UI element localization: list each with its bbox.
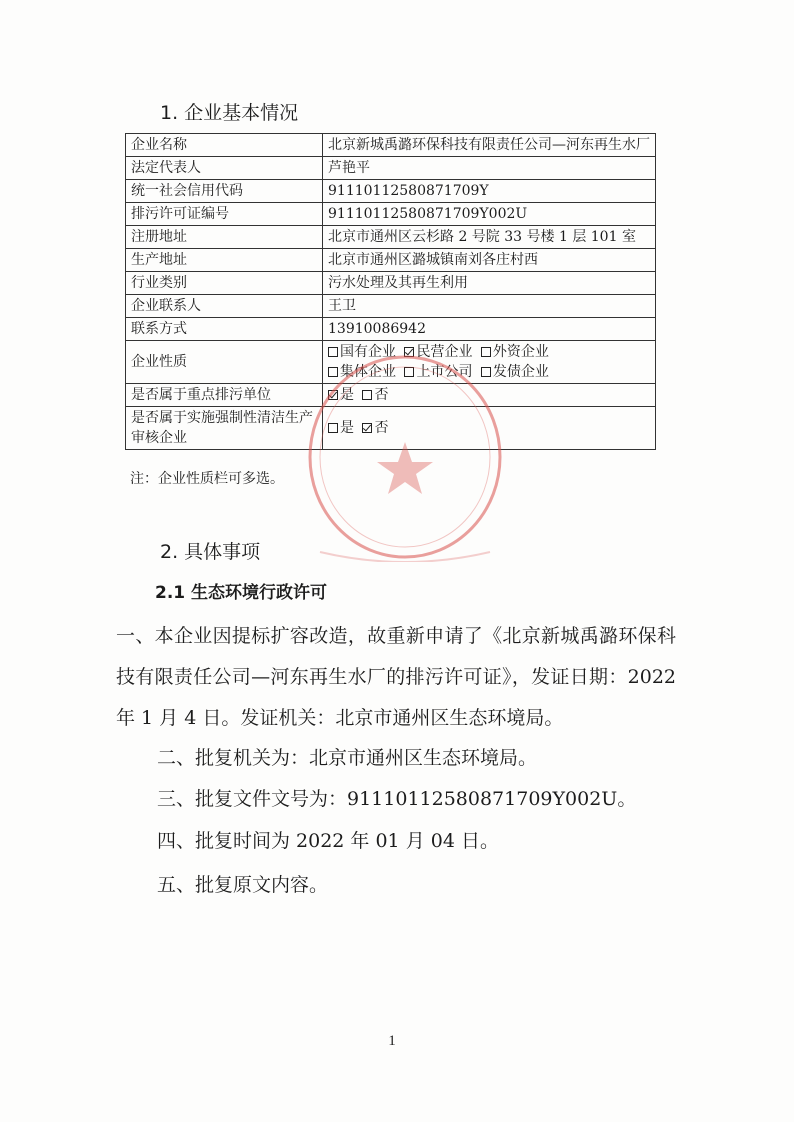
paragraph-1: 一、本企业因提标扩容改造，故重新申请了《北京新城禹潞环保科技有限责任公司—河东再生水厂的排污许可证》，发证日期：2022 年 1 月 4 日。发证机关：北京市通州区生态环境局。 [116,625,676,729]
label-contact: 企业联系人 [126,295,323,318]
table-row [126,318,656,341]
option-foreign: 外资企业 [492,344,549,360]
paragraph-2: 二、批复机关为：北京市通州区生态环境局。 [157,747,538,769]
value-company-name: 北京新城禹潞环保科技有限责任公司—河东再生水厂 [323,134,656,157]
option-state-owned: 国有企业 [340,344,396,360]
paragraph-4: 四、批复时间为 2022 年 01 月 04 日。 [157,830,499,852]
label-company-name: 企业名称 [126,134,323,157]
value-prod-address: 北京市通州区潞城镇南刘各庄村西 [323,249,656,272]
label-legal-rep: 法定代表人 [126,157,323,180]
value-legal-rep: 芦艳平 [323,157,656,180]
option-no: 否 [374,420,389,436]
label-reg-address: 注册地址 [126,226,323,249]
section-1-title: 1. 企业基本情况 [160,102,299,124]
label-prod-address: 生产地址 [126,249,323,272]
paragraph-5: 五、批复原文内容。 [157,874,329,896]
label-industry: 行业类别 [126,272,323,295]
label-key-polluter: 是否属于重点排污单位 [126,384,323,407]
option-collective: 集体企业 [340,364,396,380]
paragraph-3: 三、批复文件文号为：91110112580871709Y002U。 [157,788,637,810]
table-note: 注：企业性质栏可多选。 [130,471,284,487]
table-row [126,295,656,318]
option-private: 民营企业 [416,344,473,360]
table-row [126,203,656,226]
official-seal-stamp [300,342,510,562]
option-bond-issuer: 发债企业 [492,364,549,380]
value-phone: 13910086942 [323,318,656,341]
table-row [126,180,656,203]
value-permit-no: 91110112580871709Y002U [323,203,656,226]
label-clean-prod: 是否属于实施强制性清洁生产审核企业 [126,407,323,450]
section-2-title: 2. 具体事项 [160,541,261,563]
value-credit-code: 91110112580871709Y [323,180,656,203]
value-contact: 王卫 [323,295,656,318]
label-phone: 联系方式 [126,318,323,341]
table-row [126,157,656,180]
option-yes: 是 [340,420,354,436]
option-yes: 是 [340,387,354,403]
label-nature: 企业性质 [126,341,323,384]
table-row [126,226,656,249]
value-industry: 污水处理及其再生利用 [323,272,656,295]
value-reg-address: 北京市通州区云杉路 2 号院 33 号楼 1 层 101 室 [323,226,656,249]
table-row [126,272,656,295]
table-row [126,249,656,272]
option-listed: 上市公司 [416,364,473,380]
label-permit-no: 排污许可证编号 [126,203,323,226]
page-number: 1 [388,1033,396,1049]
subsection-2-1-title: 2.1 生态环境行政许可 [155,583,328,603]
option-no: 否 [374,387,389,403]
label-credit-code: 统一社会信用代码 [126,180,323,203]
table-row [126,134,656,157]
